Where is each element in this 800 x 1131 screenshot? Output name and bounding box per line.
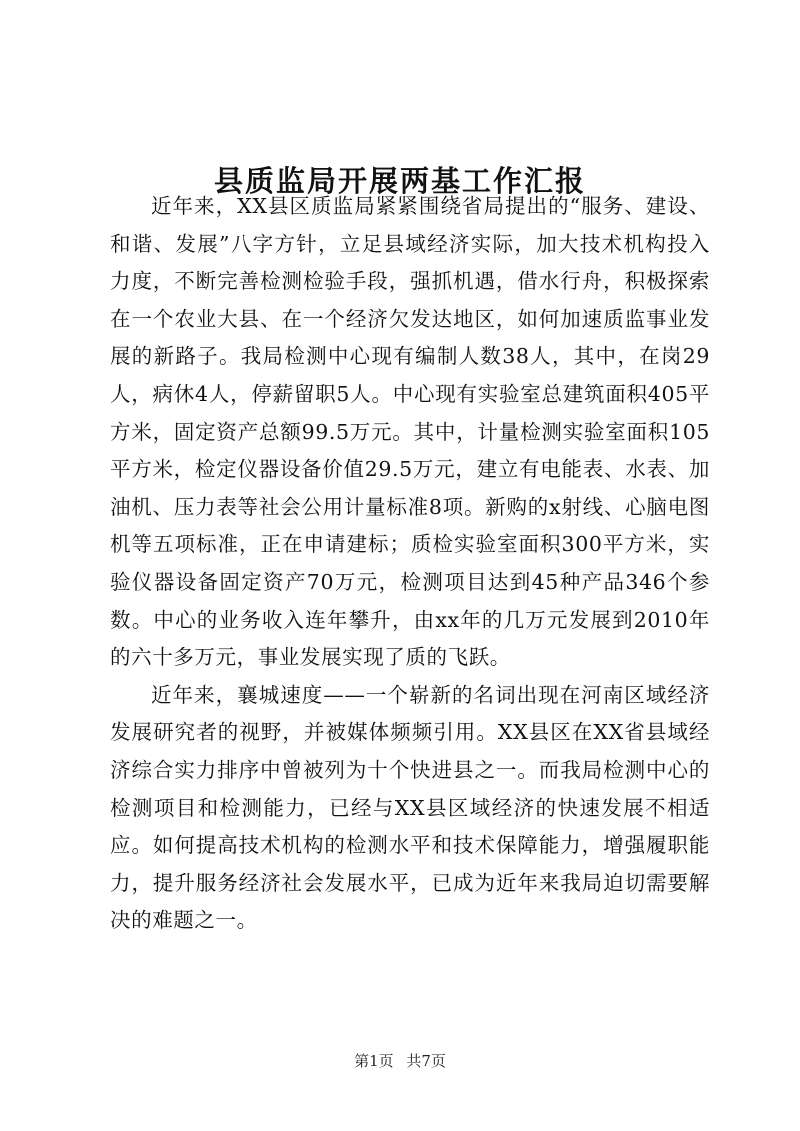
paragraph-2: 近年来，襄城速度——一个崭新的名词出现在河南区域经济发展研究者的视野，并被媒体频频引用。XX县区在XX省县域经济综合实力排序中曾被列为十个快进县之一。而我局检测中心的检测项目和检测能力，已经与XX县区域经济的快速发展不相适应。如何提高技术机构的检测水平和技术保障能力，增强履职能力，提升服务经济社会发展水平，已成为近年来我局迫切需要解决的难题之一。 (110, 682, 710, 933)
page-footer (0, 1050, 800, 1072)
document-title: 县质监局开展两基工作汇报 (213, 164, 586, 199)
page-number: 第1页 (354, 1052, 394, 1070)
paragraph-1: 近年来，XX县区质监局紧紧围绕省局提出的“服务、建设、和谐、发展”八字方针，立足县域经济实际，加大技术机构投入力度，不断完善检测检验手段，强抓机遇，借水行舟，积极探索在一个农业大县、在一个经济欠发达地区，如何加速质监事业发展的新路子。我局检测中心现有编制人数38人，其中，在岗29人，病休4人，停薪留职5人。中心现有实验室总建筑面积405平方米，固定资产总额99.5万元。其中，计量检测实验室面积105平方米，检定仪器设备价值29.5万元，建立有电能表、水表、加油机、压力表等社会公用计量标准8项。新购的x射线、心脑电图机等五项标准，正在申请建标；质检实验室面积300平方米，实验仪器设备固定资产70万元，检测项目达到45种产品346个参数。中心的业务收入连年攀升，由xx年的几万元发展到2010年的六十多万元，事业发展实现了质的飞跃。 (110, 194, 710, 670)
document-body (110, 188, 710, 940)
page-total: 共7页 (406, 1052, 446, 1070)
